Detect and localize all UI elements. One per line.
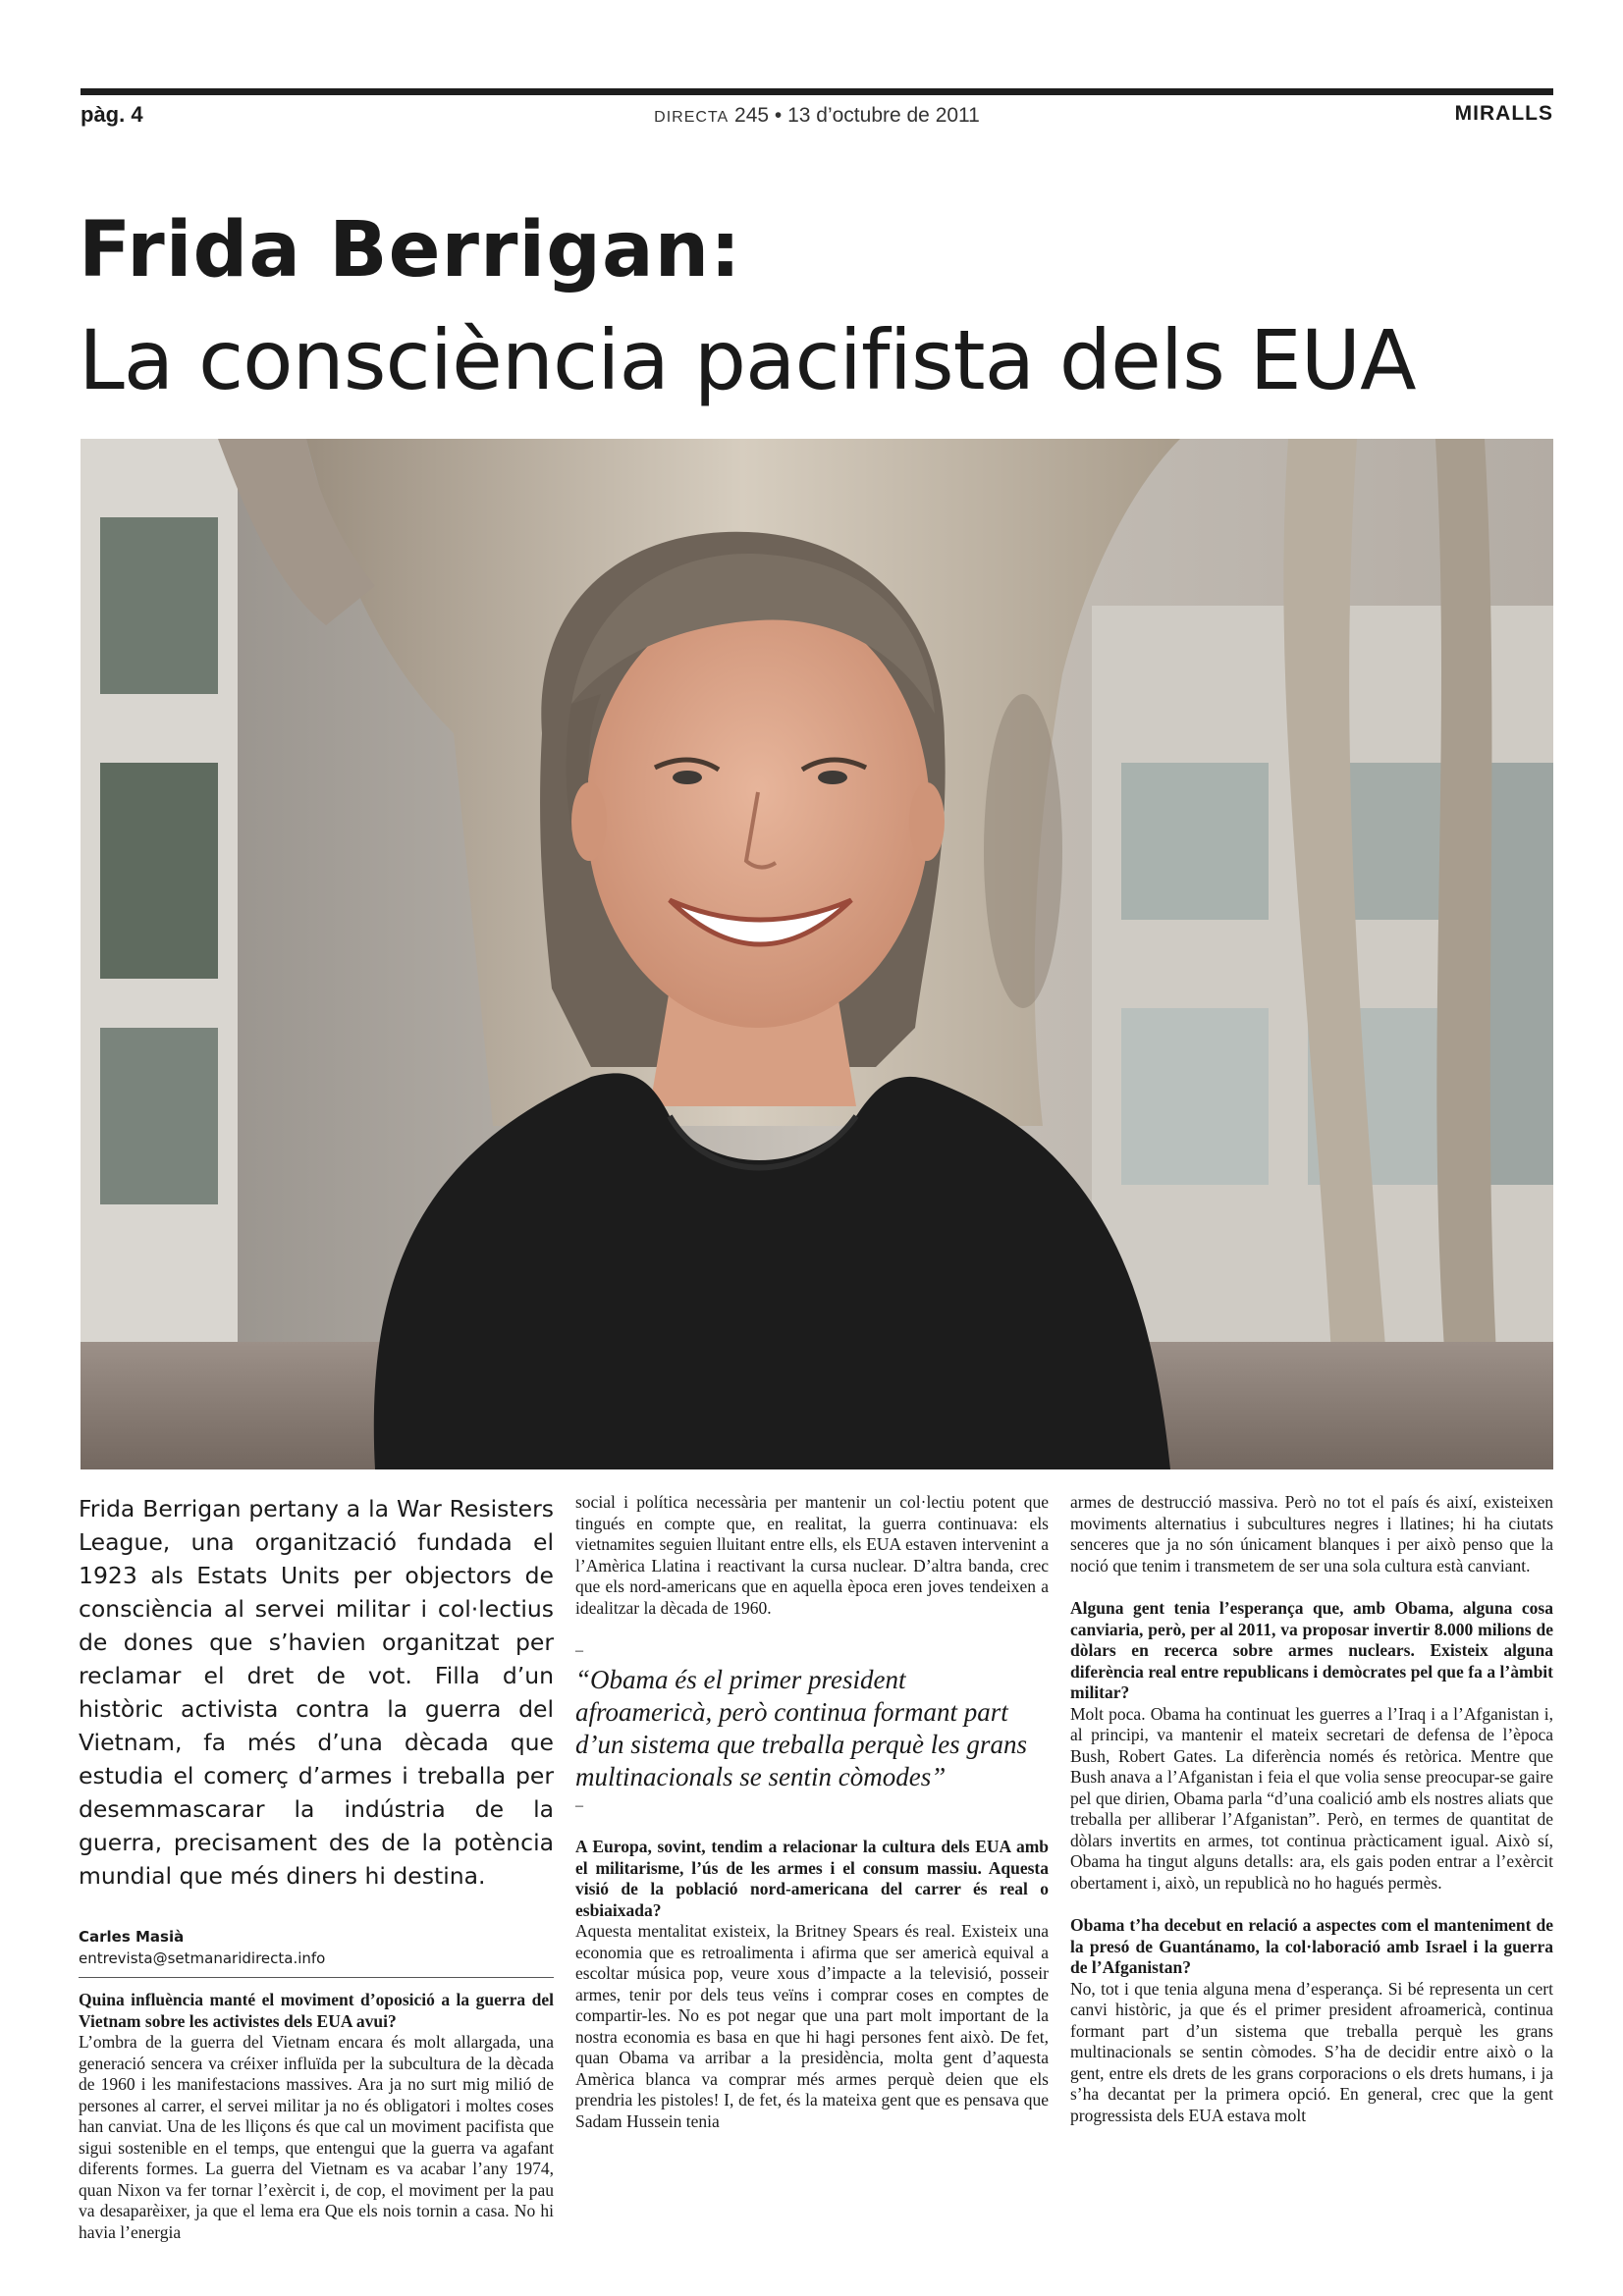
answer-4: No, tot i que tenia alguna mena d’esperança. Si bé representa un cert canvi històric, ja que és el primer president afroamericà, continua formant part d’un sistema que treballa perquè les grans multinacionals se sentin còmodes. S’ha de decidir entre això o la gent, entre els drets de les grans corporacions o els drets humans, i ja s’ha decantat per la primera opció. En general, crec que la gent progressista dels EUA estava molt bbox=[1070, 1978, 1553, 2125]
pullquote-dash-top: – bbox=[575, 1642, 583, 1659]
portrait-photo-illustration bbox=[81, 439, 1553, 1469]
author-email: entrevista@setmanaridirecta.info bbox=[79, 1949, 326, 1967]
answer-2: Aquesta mentalitat existeix, la Britney Spears és real. Existeix una economia que es retroalimenta i afirma que ser americà equival a escoltar música pop, veure xous d’impacte a la televisió, posseir armes, tenir por dels teus veïns i comprar coses en comptes de compartir-les. No es pot negar que una part molt important de la nostra economia es basa en que hi hagi persones fent això. De fet, quan Obama va arribar a la presidència, molta gent d’aquesta Amèrica blanca va comprar més armes perquè deien que els prendria les pistoles! I, de fet, és la mateixa gent que es pensava que Sadam Hussein tenia bbox=[575, 1921, 1049, 2131]
question-1: Quina influència manté el moviment d’oposició a la guerra del Vietnam sobre les activistes dels EUA avui? bbox=[79, 1990, 554, 2031]
pullquote: “Obama és el primer president afroamericà, però continua formant part d’un sistema que treballa perquè les grans multinacionals se sentin còmodes” bbox=[575, 1665, 1027, 1791]
headline-subtitle: La consciència pacifista dels EUA bbox=[79, 312, 1416, 408]
intro-paragraph: Frida Berrigan pertany a la War Resisters League, una organització fundada el 1923 als Estats Units per objectors de consciència al servei militar i col·lectius de dones que s’havien organitzat per reclamar el dret de vot. Filla d’un històric activista contra la guerra del Vietnam, fa més d’una dècada que estudia el comerç d’armes i treballa per desemmascarar la indústria de la guerra, precisament des de la potència mundial que més diners hi destina. bbox=[79, 1495, 554, 1890]
byline bbox=[79, 1928, 554, 1967]
question-2: A Europa, sovint, tendim a relacionar la cultura dels EUA amb el militarisme, l’ús de les armes i el consum massiu. Aquesta visió de la població nord-americana del carrer és real o esbiaixada? bbox=[575, 1837, 1049, 1920]
page-header bbox=[81, 102, 1553, 133]
pullquote-dash-bottom: – bbox=[575, 1797, 583, 1814]
portrait-photo bbox=[81, 439, 1553, 1469]
publication-name: DIRECTA bbox=[654, 109, 730, 126]
question-4: Obama t’ha decebut en relació a aspectes com el manteniment de la presó de Guantánamo, la col·laboració amb Israel i la guerra de l’Afganistan? bbox=[1070, 1915, 1553, 1977]
column-3 bbox=[1070, 1492, 1553, 2126]
answer-3: Molt poca. Obama ha continuat les guerres a l’Iraq i a l’Afganistan i, al principi, va mantenir el mateix secretari de defensa de l’època Bush, Robert Gates. La diferència només és retòrica. Mentre que Bush anava a l’Afganistan i feia el que volia sense preocupar-se gaire pel que dirien, Obama parla “d’una coalició amb els nostres aliats que treballa per alliberar l’Afganistan”. Però, en termes de quantitat de dòlars invertits en armes, tot continua pràcticament igual. Això sí, Obama ha tingut alguns detalls: ara, els gais poden entrar a l’exèrcit obertament i, això, un republicà no ho hagués permès. bbox=[1070, 1703, 1553, 1893]
byline-divider bbox=[79, 1977, 554, 1978]
question-3: Alguna gent tenia l’esperança que, amb Obama, alguna cosa canviaria, però, per al 2011, va proposar invertir 8.000 milions de dòlars en recerca sobre armes nuclears. Existeix alguna diferència real entre republicans i demòcrates pel que fa a l’àmbit militar? bbox=[1070, 1598, 1553, 1702]
issue-date: 245 • 13 d’octubre de 2011 bbox=[734, 104, 980, 127]
column-2 bbox=[575, 1492, 1049, 2132]
section-name: MIRALLS bbox=[1454, 102, 1553, 125]
answer-1: L’ombra de la guerra del Vietnam encara és molt allargada, una generació sencera va créixer influïda per la subcultura de la dècada de 1960 i les manifestacions massives. Ara ja no surt mig milió de persones al carrer, el servei militar ja no és obligatori i moltes coses han canviat. Una de les lliçons és que cal un moviment pacifista que sigui sostenible en el temps, que entengui que la guerra va agafant diferents formes. La guerra del Vietnam es va acabar l’any 1974, quan Nixon va fer tornar l’exèrcit i, de cop, el moviment per la pau va desaparèixer, ja que el lema era Que els nois tornin a casa. No hi havia l’energia bbox=[79, 2032, 554, 2242]
top-rule bbox=[81, 88, 1553, 95]
page-number: pàg. 4 bbox=[81, 102, 143, 127]
author-name: Carles Masià bbox=[79, 1928, 185, 1946]
column-1 bbox=[79, 1492, 554, 2243]
issue-info bbox=[81, 104, 1553, 128]
answer-2-continued: armes de destrucció massiva. Però no tot el país és així, existeixen moviments alternatius i subcultures negres i llatines; hi ha ciutats senceres que ja no són únicament blanques i per això penso que la noció que tenim i transmetem de ser una sola cultura està canviant. bbox=[1070, 1492, 1553, 1575]
headline-name: Frida Berrigan: bbox=[79, 206, 742, 294]
answer-1-continued: social i política necessària per mantenir un col·lectiu potent que tingués en compte que, en realitat, la guerra continuava: els vietnamites seguien lluitant entre ells, els EUA estaven intervenint a l’Amèrica Llatina i reactivant la cursa nuclear. D’altra banda, crec que els nord-americans que en aquella època eren joves tendeixen a idealitzar la dècada de 1960. bbox=[575, 1492, 1049, 1618]
